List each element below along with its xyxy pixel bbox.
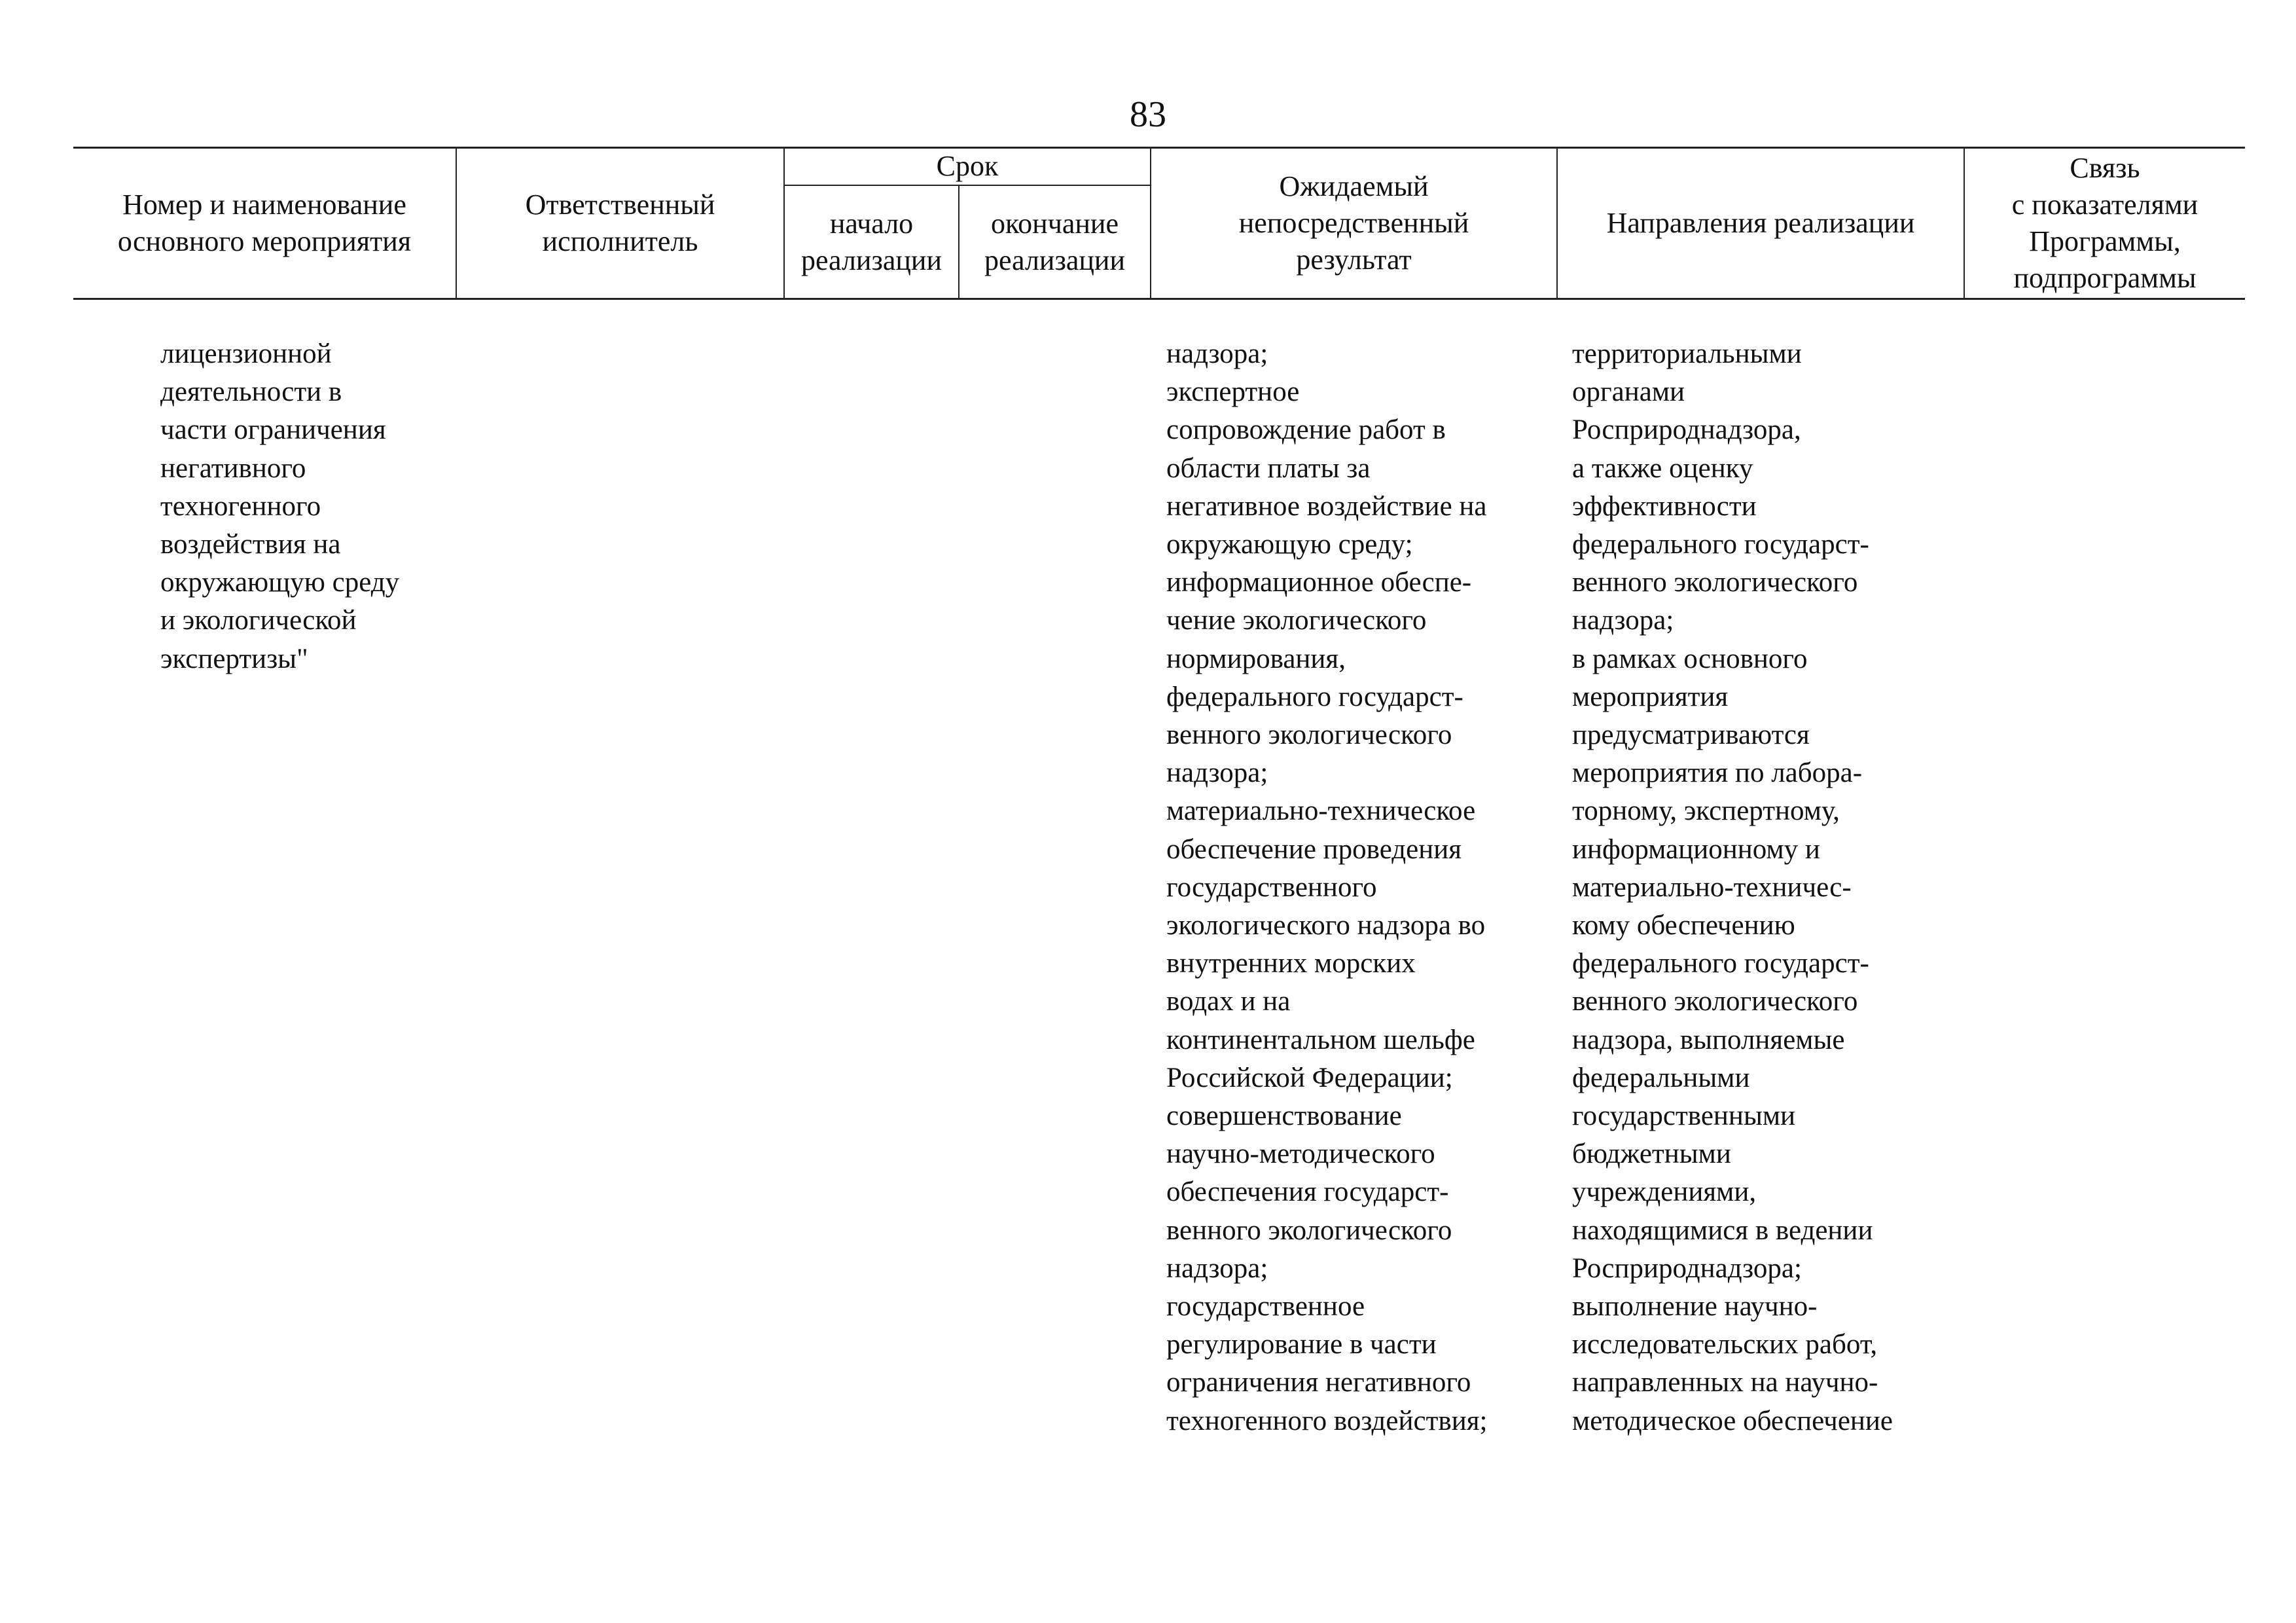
header-result: Ожидаемый непосредственный результат [1238, 170, 1469, 276]
page-number: 83 [1130, 94, 1166, 135]
header-executor: Ответственный исполнитель [525, 189, 715, 257]
row-result-text: надзора; экспертное сопровождение работ в области платы за негативное воздействие на окружающую среду; информационное обеспе- чение экологического нормирования, федерального государст- венного экологического надзора; материально-техническое обеспечение проведения государственного экологического надзора во внутренних морских водах и на континентальном шельфе Российской Федерации; совершенствование научно-методического обеспечения государст- венного экологического надзора; государственное регулирование в части ограничения негативного техногенного воздействия; [1166, 338, 1488, 1436]
header-end: окончание реализации [984, 208, 1126, 276]
row-name-text: лицензионной деятельности в части ограничения негативного техногенного воздействия на окружающую среду и экологической экспертизы" [160, 338, 400, 674]
header-link: Связь с показателями Программы, подпрограммы [2011, 152, 2198, 294]
header-name: Номер и наименование основного мероприятия [117, 189, 412, 257]
row-directions-text: территориальными органами Росприроднадзора, а также оценку эффективности федерального государст- венного экологического надзора; в рамках основного мероприятия предусматриваются мероприятия по лабора- торному, экспертному, информационному и материально-техничес- кому обеспечению федерального государст- венного экологического надзора, выполняемые федеральными государственными бюджетными учреждениями, находящимися в ведении Росприроднадзора; выполнение научно- исследовательских работ, направленных на научно- методическое обеспечение [1572, 338, 1893, 1436]
header-directions: Направления реализации [1606, 207, 1915, 239]
header-start: начало реализации [800, 208, 942, 276]
header-term: Срок [936, 150, 999, 182]
